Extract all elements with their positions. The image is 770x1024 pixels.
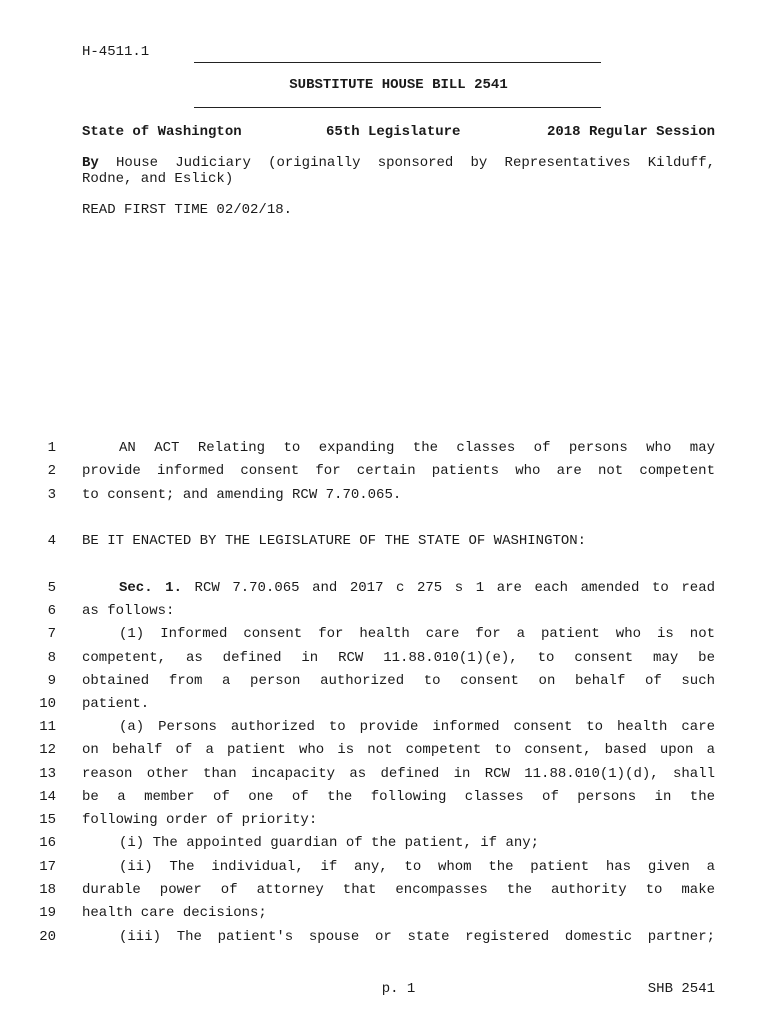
line-text: to consent; and amending RCW 7.70.065. <box>82 487 402 503</box>
title-rule-top <box>194 62 601 63</box>
sponsor-line-2: Rodne, and Eslick) <box>82 171 234 187</box>
line-number: 17 <box>39 859 56 875</box>
bill-line <box>0 696 770 714</box>
sponsor-line-1 <box>82 155 715 171</box>
sponsor-block <box>82 155 715 187</box>
line-text: (ii) The individual, if any, to whom the patient has given a <box>119 859 715 875</box>
line-number: 11 <box>39 719 56 735</box>
line-number: 20 <box>39 929 56 945</box>
bill-line <box>0 626 770 644</box>
line-number: 15 <box>39 812 56 828</box>
legislature-label: 65th Legislature <box>326 124 461 140</box>
title-rule-bottom <box>194 107 601 108</box>
session-label: 2018 Regular Session <box>546 124 715 140</box>
line-text: (iii) The patient's spouse or state registered domestic partner; <box>119 929 715 945</box>
line-text <box>82 580 715 596</box>
line-number: 16 <box>39 835 56 851</box>
bill-line <box>0 650 770 668</box>
line-number: 8 <box>47 650 56 666</box>
bill-line <box>0 673 770 691</box>
page-number: p. 1 <box>381 981 416 997</box>
line-text: AN ACT Relating to expanding the classes of persons who may <box>119 440 715 456</box>
line-text: (i) The appointed guardian of the patient, if any; <box>119 835 540 851</box>
line-text: reason other than incapacity as defined in RCW 11.88.010(1)(d), shall <box>82 766 715 782</box>
line-number: 3 <box>47 487 56 503</box>
bill-line <box>0 882 770 900</box>
bill-line <box>0 533 770 551</box>
state-label: State of Washington <box>82 124 242 140</box>
bill-line <box>0 812 770 830</box>
bill-line <box>0 580 770 598</box>
line-number: 5 <box>47 580 56 596</box>
line-number: 14 <box>39 789 56 805</box>
sponsor-by: By <box>82 155 99 171</box>
bill-line <box>0 742 770 760</box>
section-text: RCW 7.70.065 and 2017 c 275 s 1 are each amended to read <box>181 580 715 596</box>
bill-line <box>0 440 770 458</box>
bill-line <box>0 929 770 947</box>
line-number: 4 <box>47 533 56 549</box>
line-text: competent, as defined in RCW 11.88.010(1)(e), to consent may be <box>82 650 715 666</box>
bill-title: SUBSTITUTE HOUSE BILL 2541 <box>289 77 508 93</box>
line-number: 6 <box>47 603 56 619</box>
bill-line <box>0 487 770 505</box>
line-text: health care decisions; <box>82 905 267 921</box>
section-label: Sec. 1. <box>119 580 182 596</box>
bill-line <box>0 719 770 737</box>
line-number: 2 <box>47 463 56 479</box>
sponsor-text: House Judiciary (originally sponsored by Representatives Kilduff, <box>116 155 715 171</box>
line-number: 7 <box>47 626 56 642</box>
line-number: 9 <box>47 673 56 689</box>
bill-line <box>0 463 770 481</box>
read-first-time: READ FIRST TIME 02/02/18. <box>82 202 293 218</box>
bill-line <box>0 905 770 923</box>
bill-line <box>0 766 770 784</box>
line-text: durable power of attorney that encompasses the authority to make <box>82 882 715 898</box>
line-number: 1 <box>47 440 56 456</box>
bill-code-footer: SHB 2541 <box>647 981 715 997</box>
line-text: be a member of one of the following classes of persons in the <box>82 789 715 805</box>
bill-line <box>0 603 770 621</box>
line-number: 19 <box>39 905 56 921</box>
line-text: patient. <box>82 696 150 712</box>
bill-id: H-4511.1 <box>82 44 150 60</box>
bill-line <box>0 789 770 807</box>
line-text: provide informed consent for certain patients who are not competent <box>82 463 715 479</box>
line-number: 10 <box>39 696 56 712</box>
line-text: on behalf of a patient who is not competent to consent, based upon a <box>82 742 715 758</box>
line-number: 18 <box>39 882 56 898</box>
bill-line <box>0 835 770 853</box>
line-text: following order of priority: <box>82 812 318 828</box>
line-number: 12 <box>39 742 56 758</box>
bill-line <box>0 859 770 877</box>
line-number: 13 <box>39 766 56 782</box>
line-text: (a) Persons authorized to provide informed consent to health care <box>119 719 715 735</box>
line-text: BE IT ENACTED BY THE LEGISLATURE OF THE STATE OF WASHINGTON: <box>82 533 587 549</box>
line-text: (1) Informed consent for health care for a patient who is not <box>119 626 715 642</box>
line-text: obtained from a person authorized to consent on behalf of such <box>82 673 715 689</box>
line-text: as follows: <box>82 603 175 619</box>
